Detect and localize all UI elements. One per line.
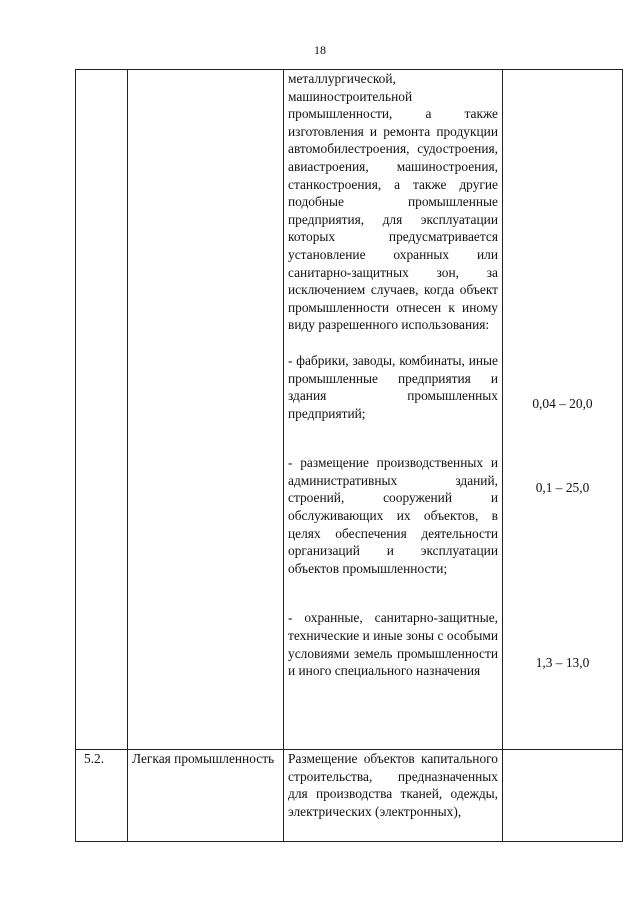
page-number: 18 — [314, 43, 326, 57]
row-description-cell — [284, 70, 503, 750]
row-value-cell — [503, 70, 623, 750]
row-name-cell — [128, 70, 284, 750]
description-intro: металлургической, машиностроительной промышленности, а также изготовления и ремонта продукции автомобилестроения, судостроения, авиастроения, машиностроения, станкостроения, а также другие подобные промышленные предприятия, для эксплуатации которых предусматривается установление охранных или санитарно-защитных зон, за исключением случаев, когда объект промышленности отнесен к иному виду разрешенного использования: — [288, 71, 498, 333]
description-item: - охранные, санитарно-защитные, технические и иные зоны с особыми условиями земель промышленности и иного специального назначения — [288, 610, 498, 679]
description-item: - фабрики, заводы, комбинаты, иные промышленные предприятия и здания промышленных предприятий; — [288, 352, 498, 421]
row-code-cell — [76, 70, 128, 750]
table-row — [76, 70, 623, 750]
row-code-cell: 5.2. — [76, 750, 128, 842]
row-value-cell — [503, 750, 623, 842]
value-range: 1,3 – 13,0 — [535, 655, 590, 671]
table-row — [76, 750, 623, 842]
description-intro: Размещение объектов капитального строительства, предназначенных для производства тканей, одежды, электрических (электронных), — [288, 751, 498, 819]
value-range: 0,1 – 25,0 — [535, 479, 590, 495]
row-name-cell: Легкая промышленность — [128, 750, 284, 842]
value-range: 0,04 – 20,0 — [532, 396, 593, 411]
row-description-cell — [284, 750, 503, 842]
description-item: - размещение производственных и административных зданий, строений, сооружений и обслуживающих их объектов, в целях обеспечения деятельности организаций и эксплуатации объектов промышленности; — [288, 455, 498, 576]
land-use-table — [75, 69, 623, 842]
